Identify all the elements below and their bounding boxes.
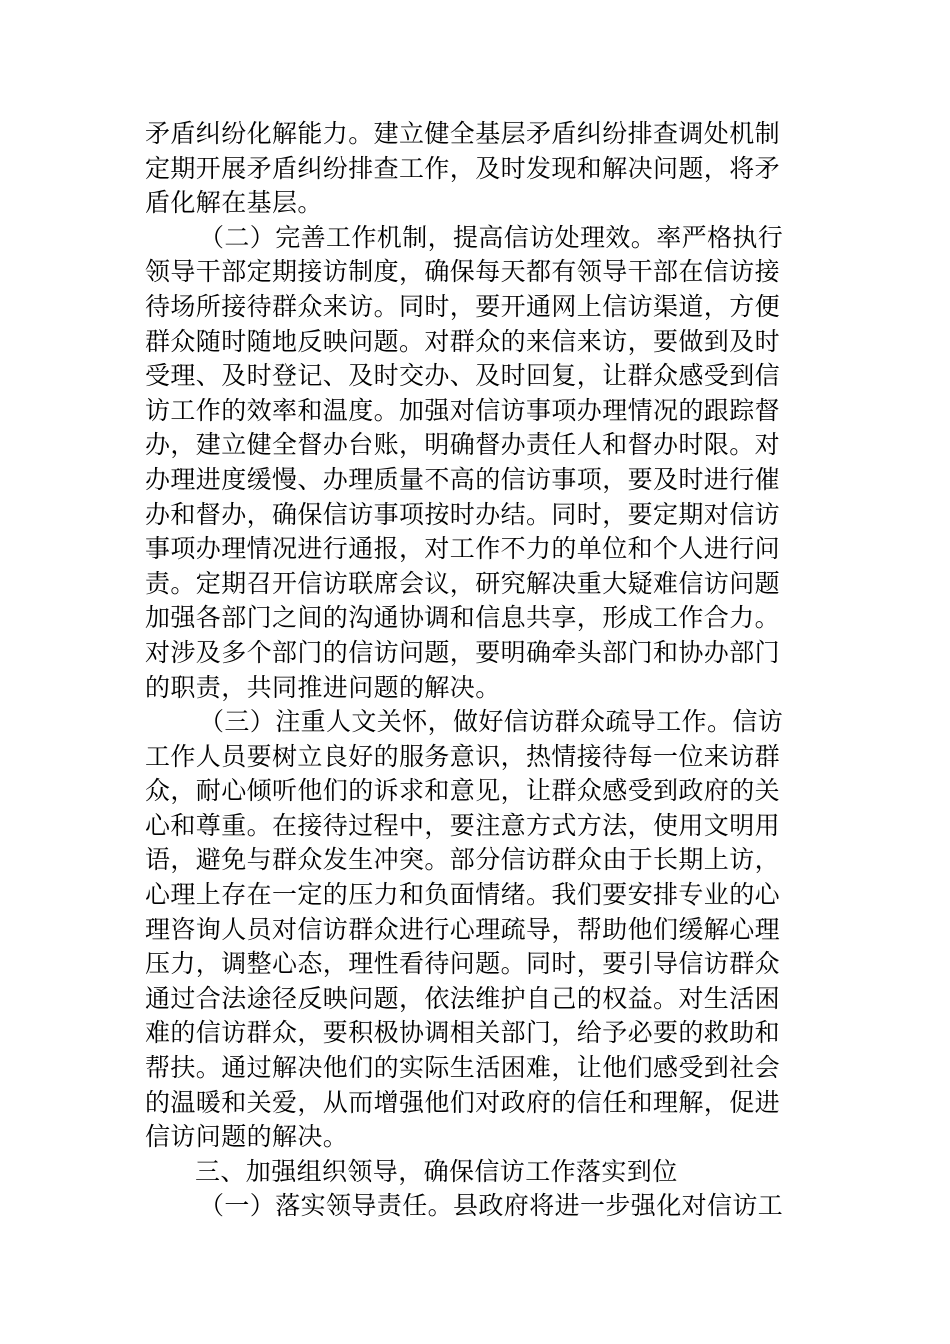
text-line: 盾化解在基层。 [145,188,323,218]
text-line: 办和督办，确保信访事项按时办结。同时，要定期对信访 [145,499,781,529]
text-line: 事项办理情况进行通报，对工作不力的单位和个人进行问 [145,534,781,564]
text-line: 心和尊重。在接待过程中，要注意方式方法，使用文明用 [145,810,781,840]
text-line: 领导干部定期接访制度，确保每天都有领导干部在信访接 [145,257,781,287]
text-line: 工作人员要树立良好的服务意识，热情接待每一位来访群 [145,741,781,771]
paragraph-start-line: （一）落实领导责任。县政府将进一步强化对信访工 [199,1191,784,1221]
text-line: 定期开展矛盾纠纷排查工作，及时发现和解决问题，将矛 [145,153,781,183]
text-line: 帮扶。通过解决他们的实际生活困难，让他们感受到社会 [145,1053,781,1083]
text-line: 群众随时随地反映问题。对群众的来信来访，要做到及时 [145,326,781,356]
text-line: 的职责，共同推进问题的解决。 [145,672,501,702]
text-line: 受理、及时登记、及时交办、及时回复，让群众感受到信 [145,361,781,391]
paragraph-start-line: （三）注重人文关怀，做好信访群众疏导工作。信访 [199,707,784,737]
text-line: 理咨询人员对信访群众进行心理疏导，帮助他们缓解心理 [145,914,781,944]
text-line: 通过合法途径反映问题，依法维护自己的权益。对生活困 [145,983,781,1013]
text-line: 语，避免与群众发生冲突。部分信访群众由于长期上访， [145,845,781,875]
text-line: 访工作的效率和温度。加强对信访事项办理情况的跟踪督 [145,395,781,425]
text-line: 压力，调整心态，理性看待问题。同时，要引导信访群众 [145,949,781,979]
text-line: 对涉及多个部门的信访问题，要明确牵头部门和协办部门 [145,637,781,667]
text-line: 信访问题的解决。 [145,1122,349,1152]
text-line: 加强各部门之间的沟通协调和信息共享，形成工作合力。 [145,603,781,633]
text-line: 待场所接待群众来访。同时，要开通网上信访渠道，方便 [145,291,781,321]
text-line: 办理进度缓慢、办理质量不高的信访事项，要及时进行催 [145,464,781,494]
text-line: 难的信访群众，要积极协调相关部门，给予必要的救助和 [145,1018,781,1048]
text-line: 办，建立健全督办台账，明确督办责任人和督办时限。对 [145,430,781,460]
document-body [145,117,805,1224]
paragraph-start-line: （二）完善工作机制，提高信访处理效。率严格执行 [199,222,784,252]
text-line: 的温暖和关爱，从而增强他们对政府的信任和理解，促进 [145,1087,781,1117]
text-line: 责。定期召开信访联席会议，研究解决重大疑难信访问题 [145,568,781,598]
text-line: 心理上存在一定的压力和负面情绪。我们要安排专业的心 [145,880,781,910]
text-line: 众，耐心倾听他们的诉求和意见，让群众感受到政府的关 [145,776,781,806]
section-heading: 三、加强组织领导，确保信访工作落实到位 [195,1156,678,1186]
text-line: 矛盾纠纷化解能力。建立健全基层矛盾纠纷排查调处机制 [145,119,781,148]
